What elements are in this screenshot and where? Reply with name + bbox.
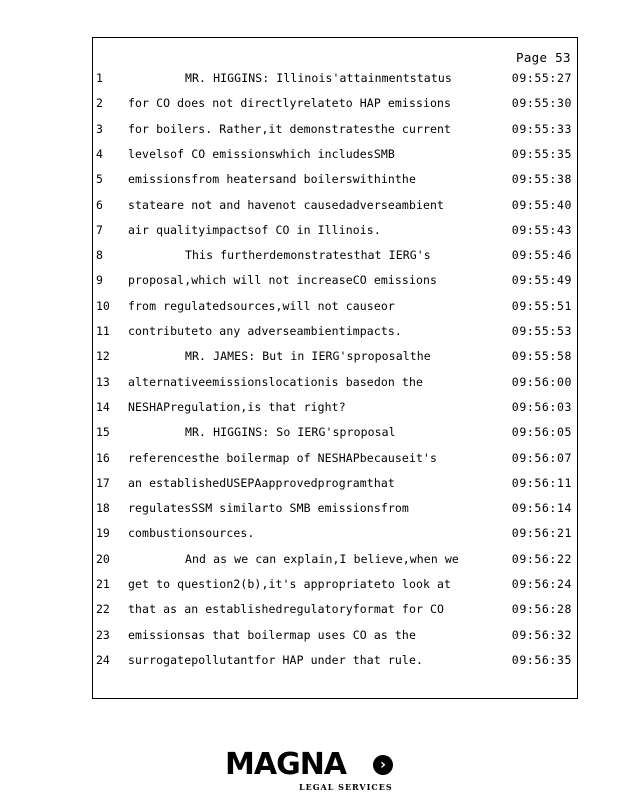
line-text: referencesthe boilermap of NESHAPbecauseit's	[128, 450, 438, 465]
line-text: proposal,which will not increaseCO emissions	[128, 273, 438, 288]
line-text: MR. HIGGINS: Illinois'attainmentstatus	[185, 71, 452, 85]
line-timestamp: 09:56:00	[511, 374, 572, 389]
line-timestamp: 09:56:11	[511, 475, 572, 490]
transcript-line	[0, 650, 618, 670]
line-timestamp: 09:55:43	[511, 222, 572, 237]
transcript-line	[0, 473, 618, 493]
line-text: stateare not and havenot causedadverseambient	[128, 197, 445, 212]
page-number: Page 53	[516, 50, 571, 65]
line-number: 24	[96, 652, 110, 667]
line-text: MR. JAMES: But in IERG'sproposalthe	[185, 349, 431, 364]
line-timestamp: 09:56:14	[511, 501, 572, 516]
line-text: regulatesSSM similarto SMB emissionsfrom	[128, 501, 409, 516]
line-timestamp: 09:56:07	[511, 450, 572, 465]
line-number: 22	[96, 602, 110, 617]
line-number: 12	[96, 349, 110, 364]
line-timestamp: 09:55:27	[511, 71, 572, 85]
line-number: 15	[96, 425, 110, 440]
line-timestamp: 09:56:28	[511, 602, 572, 617]
line-text: emissionsas that boilermap uses CO as the	[128, 627, 416, 642]
line-number: 9	[96, 273, 103, 288]
line-timestamp: 09:56:21	[511, 526, 572, 541]
transcript-line	[0, 397, 618, 417]
line-timestamp: 09:55:46	[511, 248, 572, 263]
line-number: 10	[96, 298, 110, 313]
line-timestamp: 09:55:53	[511, 324, 572, 338]
line-timestamp: 09:56:32	[511, 627, 572, 642]
line-text: combustionsources.	[128, 526, 255, 541]
line-text: for CO does not directlyrelateto HAP emissions	[128, 96, 452, 111]
line-text: NESHAPregulation,is that right?	[128, 399, 346, 414]
line-number: 3	[96, 121, 103, 136]
transcript-line	[0, 144, 618, 164]
line-timestamp: 09:55:40	[511, 197, 572, 212]
transcript-line	[0, 372, 618, 392]
line-timestamp: 09:55:30	[511, 96, 572, 111]
transcript-line	[0, 296, 618, 316]
line-number: 21	[96, 577, 110, 591]
line-text: alternativeemissionslocationis basedon the	[128, 374, 423, 389]
transcript-line	[0, 523, 618, 543]
transcript-line	[0, 599, 618, 619]
transcript-line	[0, 625, 618, 645]
transcript-line	[0, 270, 618, 290]
transcript-line	[0, 498, 618, 518]
logo-wordmark: MAGNA	[225, 747, 347, 782]
magna-logo	[225, 748, 395, 794]
line-text: And as we can explain,I believe,when we	[185, 551, 459, 566]
line-number: 2	[96, 96, 103, 111]
logo-subtitle: LEGAL SERVICES	[299, 782, 393, 792]
line-timestamp: 09:55:58	[511, 349, 572, 364]
line-timestamp: 09:55:51	[511, 298, 572, 313]
line-number: 14	[96, 399, 110, 414]
line-timestamp: 09:55:49	[511, 273, 572, 288]
transcript-line	[0, 321, 618, 341]
line-text: an establishedUSEPAapprovedprogramthat	[128, 475, 395, 490]
transcript-line	[0, 220, 618, 240]
line-number: 1	[96, 71, 103, 85]
line-text: This furtherdemonstratesthat IERG's	[185, 248, 431, 263]
logo-arrow-icon: ›	[373, 755, 393, 775]
line-timestamp: 09:55:35	[511, 146, 572, 161]
line-timestamp: 09:56:22	[511, 551, 572, 566]
transcript-line	[0, 346, 618, 366]
line-number: 4	[96, 146, 103, 161]
line-timestamp: 09:56:24	[511, 577, 572, 591]
line-timestamp: 09:56:35	[511, 652, 572, 667]
transcript-line	[0, 422, 618, 442]
line-text: levelsof CO emissionswhich includesSMB	[128, 146, 395, 161]
line-text: get to question2(b),it's appropriateto look at	[128, 577, 452, 591]
line-number: 18	[96, 501, 110, 516]
transcript-line	[0, 448, 618, 468]
line-number: 16	[96, 450, 110, 465]
line-number: 11	[96, 324, 110, 338]
line-timestamp: 09:55:38	[511, 172, 572, 187]
transcript-line	[0, 93, 618, 113]
line-text: air qualityimpactsof CO in Illinois.	[128, 222, 381, 237]
line-timestamp: 09:56:05	[511, 425, 572, 440]
line-timestamp: 09:55:33	[511, 121, 572, 136]
line-text: surrogatepollutantfor HAP under that rule.	[128, 652, 423, 667]
line-text: MR. HIGGINS: So IERG'sproposal	[185, 425, 396, 440]
line-number: 8	[96, 248, 103, 263]
transcript-line	[0, 119, 618, 139]
line-text: from regulatedsources,will not causeor	[128, 298, 395, 313]
line-text: emissionsfrom heatersand boilerswithinthe	[128, 172, 416, 187]
line-number: 6	[96, 197, 103, 212]
line-number: 19	[96, 526, 110, 541]
line-number: 5	[96, 172, 103, 187]
line-text: that as an establishedregulatoryformat for CO	[128, 602, 445, 617]
line-number: 23	[96, 627, 110, 642]
transcript-line	[0, 574, 618, 594]
transcript-line	[0, 549, 618, 569]
transcript-line	[0, 195, 618, 215]
line-number: 7	[96, 222, 103, 237]
line-timestamp: 09:56:03	[511, 399, 572, 414]
transcript-line	[0, 245, 618, 265]
transcript-line	[0, 68, 618, 88]
line-number: 13	[96, 374, 110, 389]
line-number: 17	[96, 475, 110, 490]
line-text: for boilers. Rather,it demonstratesthe current	[128, 121, 452, 136]
line-number: 20	[96, 551, 110, 566]
transcript-line	[0, 169, 618, 189]
line-text: contributeto any adverseambientimpacts.	[128, 324, 402, 338]
